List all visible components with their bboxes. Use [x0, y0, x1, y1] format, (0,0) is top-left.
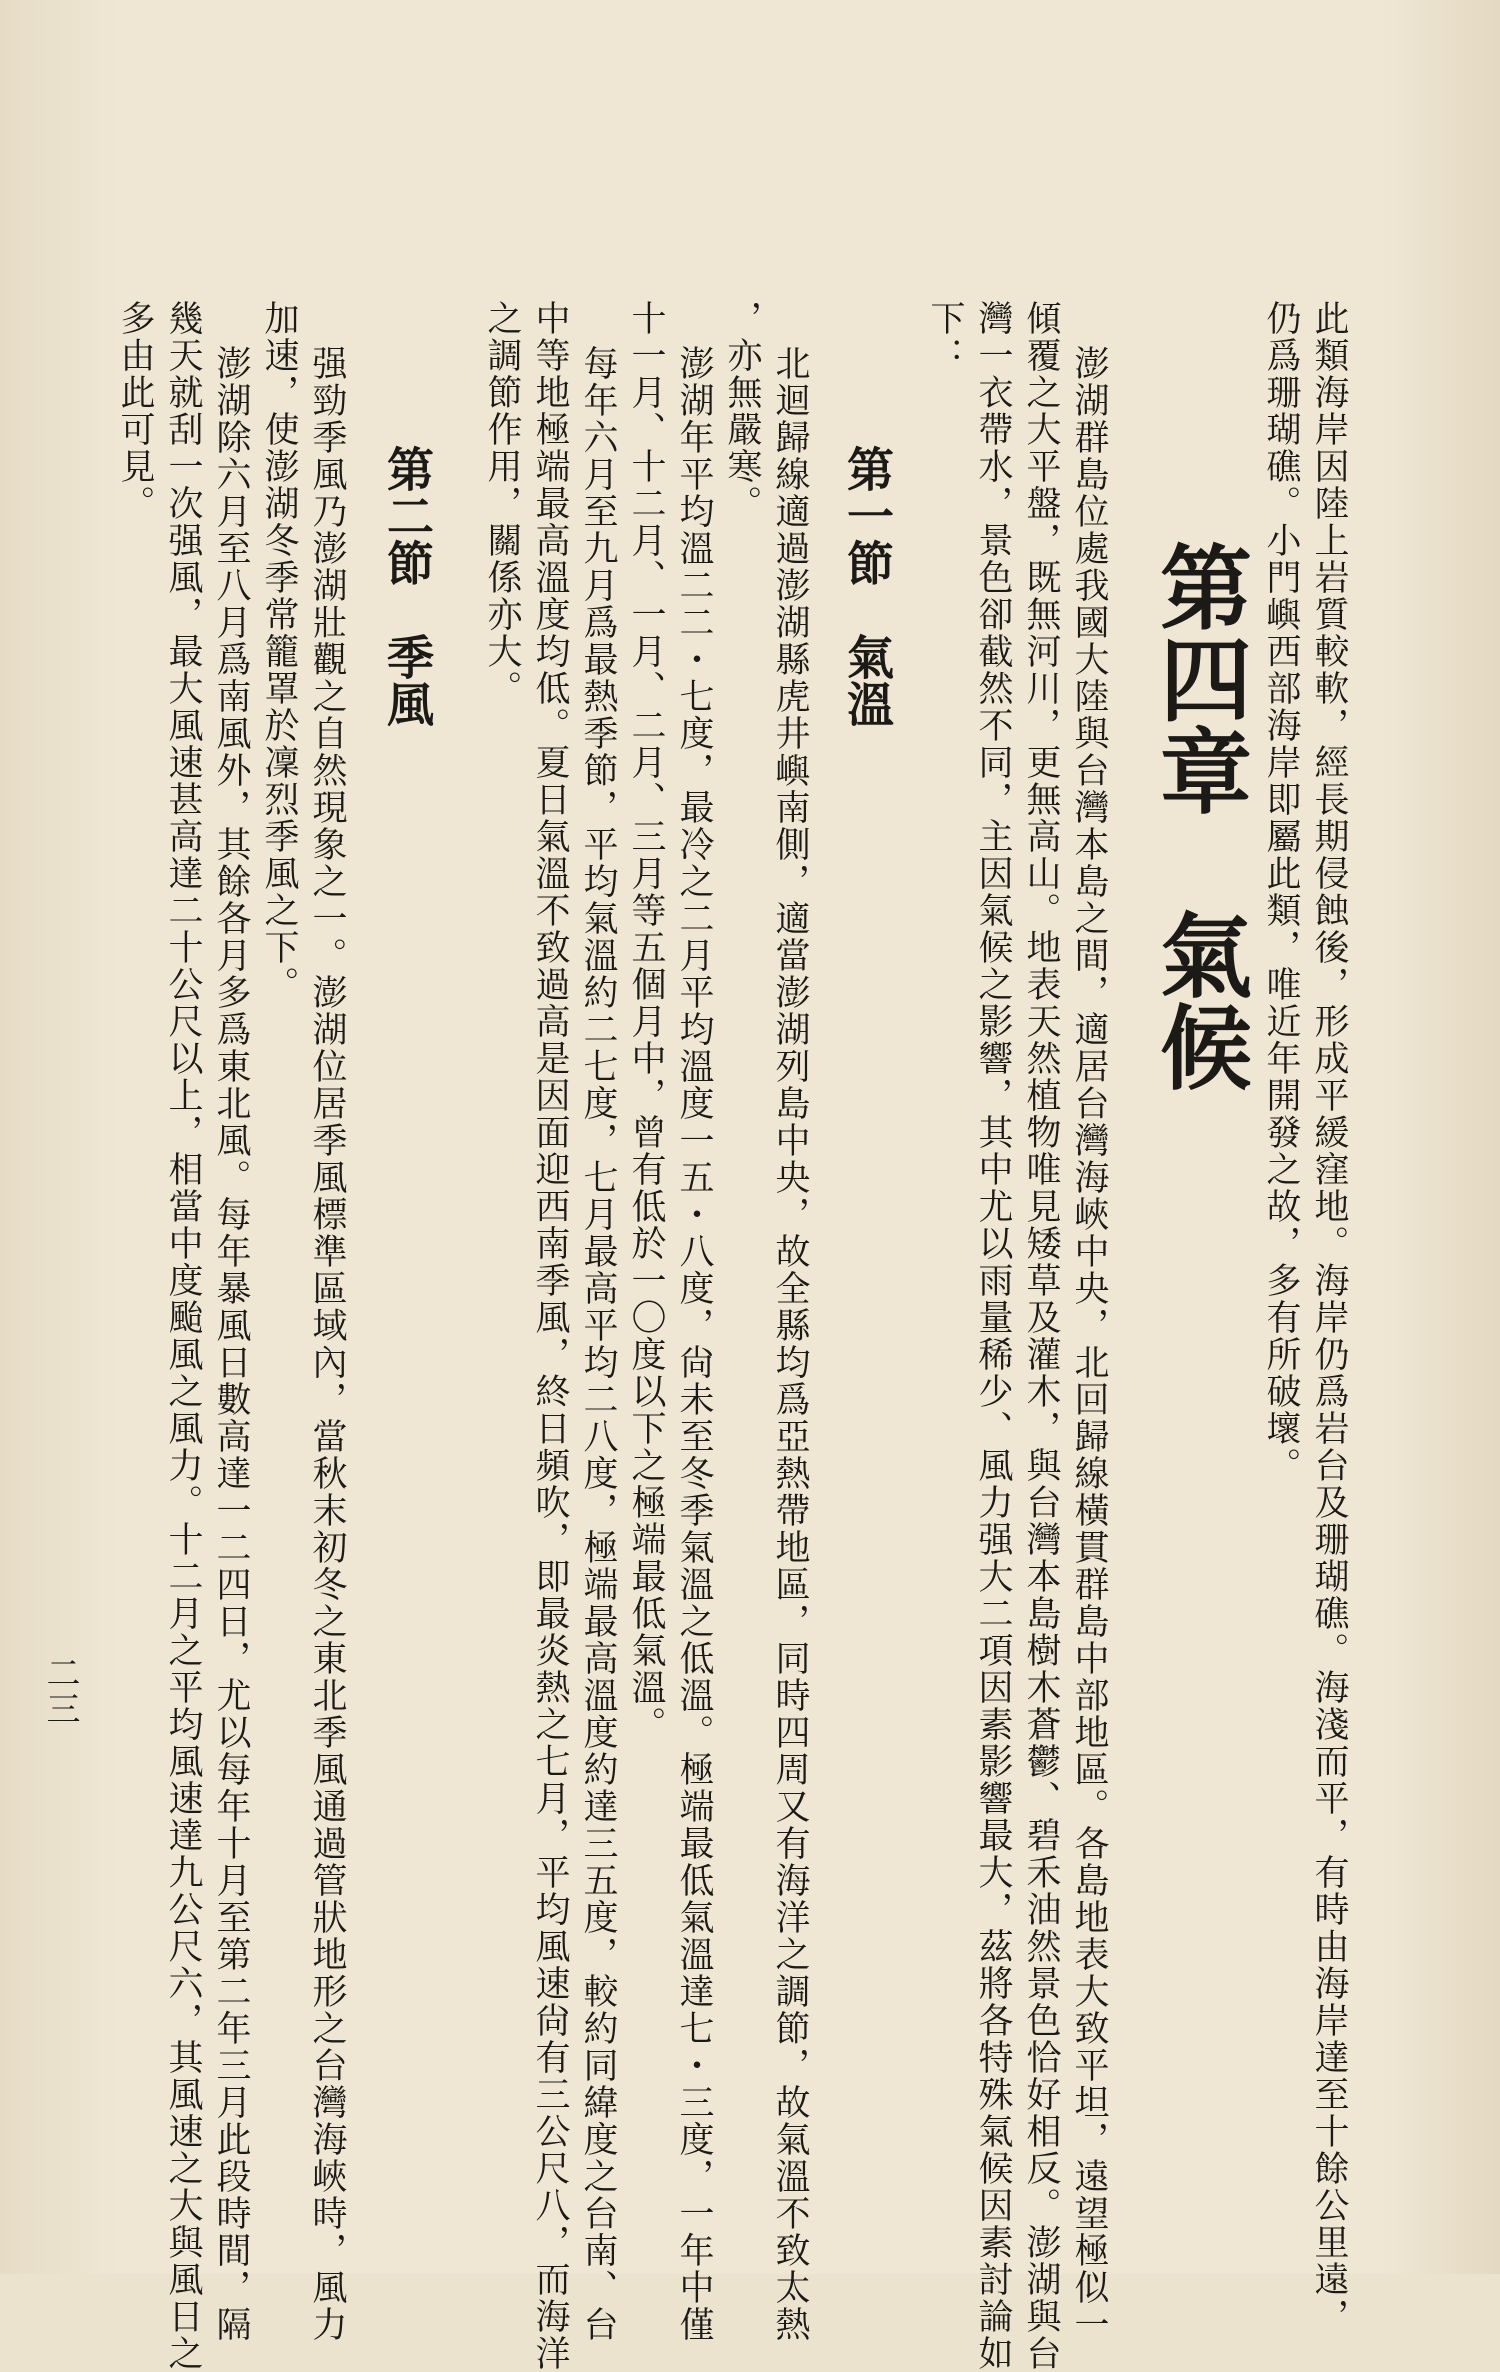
text-column: 此類海岸因陸上岩質較軟，經長期侵蝕後，形成平緩窪地。海岸仍爲岩台及珊瑚礁。海淺而平，有時由海岸達至十餘公里遠， [1309, 300, 1349, 2335]
section-heading: 第二節 季風 [379, 445, 434, 727]
page-number: 二三 [40, 1655, 80, 1727]
text-column: 多由此可見。 [115, 300, 155, 522]
text-column: 下： [925, 300, 965, 374]
chapter-title: 第四章 氣候 [1145, 540, 1253, 1092]
text-column: 澎湖除六月至八月爲南風外，其餘各月多爲東北風。每年暴風日數高達一二四日，尤以每年十月至第二年三月此段時間，隔 [211, 345, 251, 2343]
text-column: 之調節作用，關係亦大。 [482, 300, 522, 707]
text-column: 傾覆之大平盤，既無河川，更無高山。地表天然植物唯見矮草及灌木，與台灣本島樹木蒼鬱、碧禾油然景色恰好相反。澎湖與台 [1021, 300, 1061, 2372]
text-column: 加速，使澎湖冬季常籠罩於凜烈季風之下。 [259, 300, 299, 1003]
section-heading: 第一節 氣溫 [839, 445, 894, 727]
text-column: 强勁季風乃澎湖壯觀之自然現象之一。澎湖位居季風標準區域內，當秋末初冬之東北季風通過管狀地形之台灣海峽時，風力 [307, 345, 347, 2343]
text-column: 中等地極端最高溫度均低。夏日氣溫不致過高是因面迎西南季風，終日頻吹，即最炎熱之七月，平均風速尙有三公尺八，而海洋 [530, 300, 570, 2372]
text-column: 灣一衣帶水，景色卻截然不同，主因氣候之影響，其中尤以雨量稀少、風力强大二項因素影響最大，茲將各特殊氣候因素討論如 [973, 300, 1013, 2372]
text-column: 澎湖年平均溫二二・七度，最冷之二月平均溫度一五・八度，尙未至冬季氣溫之低溫。極端最低氣溫達七・三度，一年中僅 [674, 345, 714, 2343]
text-column: 北迴歸線適過澎湖縣虎井嶼南側，適當澎湖列島中央，故全縣均爲亞熱帶地區，同時四周又有海洋之調節，故氣溫不致太熱 [770, 345, 810, 2343]
text-column: ，亦無嚴寒。 [722, 300, 762, 522]
text-column: 仍爲珊瑚礁。小門嶼西部海岸即屬此類，唯近年開發之故，多有所破壞。 [1261, 300, 1301, 1484]
text-column: 澎湖群島位處我國大陸與台灣本島之間，適居台灣海峽中央，北回歸線橫貫群島中部地區。各島地表大致平坦，遠望極似一 [1069, 345, 1109, 2343]
text-column: 十一月、十二月、一月、二月、三月等五個月中，曾有低於一〇度以下之極端最低氣溫。 [626, 300, 666, 1743]
text-column: 幾天就刮一次强風，最大風速甚高達二十公尺以上，相當中度颱風之風力。十二月之平均風速達九公尺六，其風速之大與風日之 [163, 300, 203, 2372]
text-column: 每年六月至九月爲最熱季節，平均氣溫約二七度，七月最高平均二八度，極端最高溫度約達三五度，較約同緯度之台南、台 [578, 345, 618, 2343]
